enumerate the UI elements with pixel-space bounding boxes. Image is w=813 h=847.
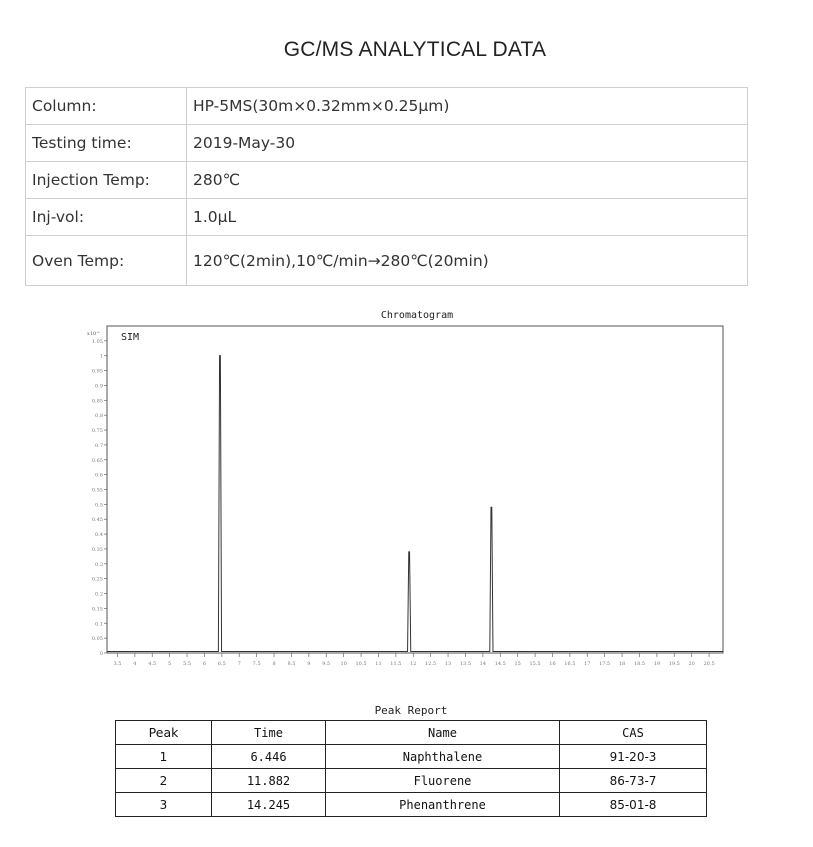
peak-cas: 86-73-7 xyxy=(560,769,707,793)
chart-title: Chromatogram xyxy=(380,310,454,321)
table-row xyxy=(116,793,707,817)
x-tick-label: 8 xyxy=(272,661,276,667)
column-header: CAS xyxy=(560,721,707,745)
y-tick-label: 0.6 xyxy=(95,472,103,479)
x-tick-label: 4 xyxy=(133,661,137,667)
peak-name: Phenanthrene xyxy=(326,793,560,817)
column-header: Peak xyxy=(116,721,212,745)
y-tick-label: 0.05 xyxy=(91,636,103,643)
x-tick-label: 16.5 xyxy=(564,661,576,667)
peak-time: 6.446 xyxy=(212,745,326,769)
y-tick-label: 0.35 xyxy=(91,546,103,553)
column-header: Name xyxy=(326,721,560,745)
column-header: Time xyxy=(212,721,326,745)
x-tick-label: 4.5 xyxy=(148,661,157,667)
param-value: 2019-May-30 xyxy=(187,125,748,162)
y-tick-label: 0.1 xyxy=(95,621,103,628)
table-row xyxy=(116,769,707,793)
y-tick-label: 0 xyxy=(99,651,103,657)
param-label: Inj-vol: xyxy=(26,199,187,236)
x-tick-label: 3.5 xyxy=(113,661,122,667)
y-tick-label: 0.85 xyxy=(91,398,103,405)
peak-header-row xyxy=(116,721,707,745)
y-tick-label: 1.05 xyxy=(91,338,103,345)
y-tick-label: 0.2 xyxy=(95,591,103,598)
peak-point xyxy=(491,507,492,508)
x-tick-label: 13 xyxy=(444,661,452,667)
peak-time: 11.882 xyxy=(212,769,326,793)
x-tick-label: 14.5 xyxy=(494,661,506,667)
peak-name: Fluorene xyxy=(326,769,560,793)
x-tick-label: 18 xyxy=(618,661,626,667)
page-title: GC/MS ANALYTICAL DATA xyxy=(283,38,547,61)
table-row xyxy=(116,745,707,769)
x-tick-label: 5.5 xyxy=(183,661,192,667)
peak-report-table xyxy=(115,720,707,817)
x-tick-label: 17.5 xyxy=(599,661,611,667)
y-tick-label: 0.45 xyxy=(91,517,103,524)
peak-report-title: Peak Report xyxy=(374,704,448,717)
x-tick-label: 12.5 xyxy=(425,661,437,667)
y-tick-label: 0.5 xyxy=(95,502,103,509)
param-value: HP-5MS(30m×0.32mm×0.25μm) xyxy=(187,88,748,125)
y-multiplier-label: x10^ xyxy=(87,331,101,337)
plot-frame xyxy=(107,326,723,653)
series-line xyxy=(107,356,723,652)
param-label: Column: xyxy=(26,88,187,125)
y-tick-label: 0.3 xyxy=(95,561,103,568)
x-tick-label: 11 xyxy=(375,661,382,667)
y-tick-label: 0.9 xyxy=(95,383,103,390)
x-tick-label: 20 xyxy=(688,661,695,667)
x-tick-label: 19.5 xyxy=(668,661,680,667)
x-tick-label: 8.5 xyxy=(287,661,296,667)
param-row-column xyxy=(26,88,748,125)
peak-number: 3 xyxy=(116,793,212,817)
x-tick-label: 17 xyxy=(584,661,591,667)
x-tick-label: 16 xyxy=(549,661,556,667)
y-tick-label: 0.15 xyxy=(91,606,103,613)
peak-cas: 91-20-3 xyxy=(560,745,707,769)
x-tick-label: 15.5 xyxy=(529,661,541,667)
x-tick-label: 7.5 xyxy=(252,661,261,667)
parameters-table xyxy=(25,87,748,286)
x-tick-label: 6 xyxy=(202,661,207,667)
y-tick-label: 0.55 xyxy=(91,487,103,494)
y-tick-label: 0.25 xyxy=(91,576,103,583)
peak-time: 14.245 xyxy=(212,793,326,817)
param-label: Oven Temp: xyxy=(26,236,187,286)
x-tick-label: 19 xyxy=(653,661,661,667)
param-row-injection-temp xyxy=(26,162,748,199)
peak-cas: 85-01-8 xyxy=(560,793,707,817)
peak-number: 1 xyxy=(116,745,212,769)
x-tick-label: 20.5 xyxy=(703,661,715,667)
y-tick-label: 0.75 xyxy=(91,428,103,435)
x-tick-label: 11.5 xyxy=(390,661,402,667)
param-row-inj-vol xyxy=(26,199,748,236)
x-tick-label: 10.5 xyxy=(355,661,367,667)
x-tick-label: 9 xyxy=(307,661,311,667)
param-row-testing-time xyxy=(26,125,748,162)
x-tick-label: 13.5 xyxy=(459,661,472,667)
y-tick-label: 0.65 xyxy=(91,457,103,464)
y-tick-label: 0.8 xyxy=(95,413,103,420)
x-tick-label: 6.5 xyxy=(217,661,226,667)
sim-label: SIM xyxy=(121,332,140,343)
peak-point xyxy=(219,355,220,356)
peak-point xyxy=(409,551,410,552)
x-tick-label: 9.5 xyxy=(322,661,331,667)
param-value: 280℃ xyxy=(187,162,748,199)
x-tick-label: 7 xyxy=(237,661,241,667)
param-value: 1.0μL xyxy=(187,199,748,236)
x-tick-label: 18.5 xyxy=(633,661,646,667)
y-tick-label: 1 xyxy=(99,353,103,360)
x-tick-label: 15 xyxy=(514,661,521,667)
param-label: Injection Temp: xyxy=(26,162,187,199)
y-tick-label: 0.95 xyxy=(91,368,103,375)
x-tick-label: 10 xyxy=(340,661,347,667)
param-label: Testing time: xyxy=(26,125,187,162)
y-tick-label: 0.4 xyxy=(95,532,103,539)
chromatogram-chart xyxy=(85,305,735,675)
x-tick-label: 12 xyxy=(410,661,417,667)
x-tick-label: 14 xyxy=(479,661,487,667)
peak-number: 2 xyxy=(116,769,212,793)
chromatogram-svg xyxy=(85,305,735,675)
param-row-oven-temp xyxy=(26,236,748,286)
peak-name: Naphthalene xyxy=(326,745,560,769)
x-tick-label: 5 xyxy=(168,661,172,667)
y-tick-label: 0.7 xyxy=(95,442,103,449)
param-value: 120℃(2min),10℃/min→280℃(20min) xyxy=(187,236,748,286)
